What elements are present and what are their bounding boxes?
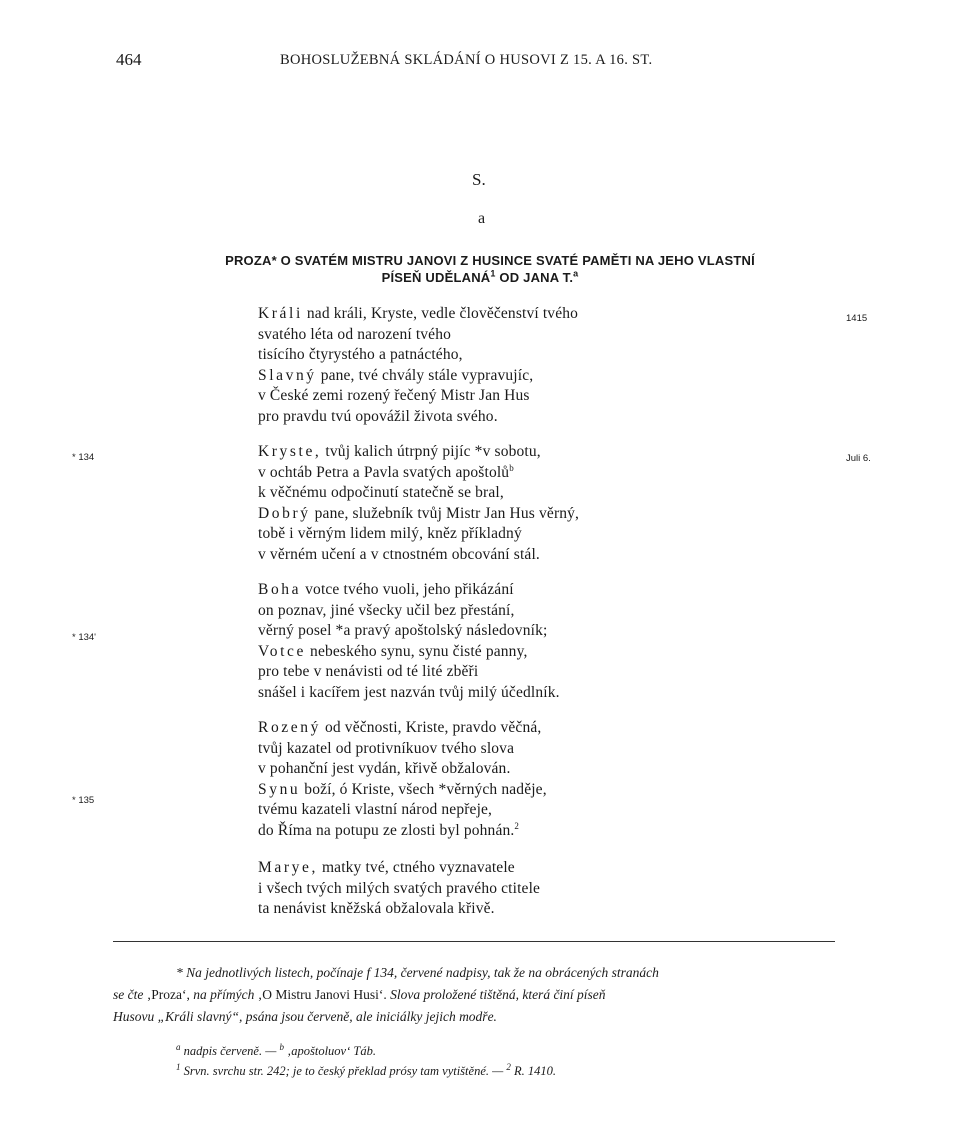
poem-line [258, 580, 560, 601]
footnote-main-line-2 [113, 984, 606, 1006]
line-text: v věrném učení a v ctnostném obcování stál. [258, 545, 540, 563]
poem-line [258, 621, 560, 642]
fn-part-d: ‚O Mistru Janovi Husi‘. [257, 987, 387, 1002]
poem-line [258, 504, 579, 525]
spaced-word: Králi [258, 305, 303, 322]
poem-line [258, 821, 547, 842]
fn-part-e: Slova proložené tištěná, která činí píseň [386, 987, 606, 1002]
footnote-main-line-1: * Na jednotlivých listech, počínaje f 134, červené nadpisy, tak že na obrácených stranách [176, 965, 659, 980]
line-text: pro tebe v nenávisti od té lité zběři [258, 663, 479, 681]
poem-line [258, 662, 560, 683]
poem-line [258, 800, 547, 821]
line-text: k věčnému odpočinutí statečně se bral, [258, 484, 504, 502]
stanza [258, 304, 578, 428]
poem-line [258, 858, 540, 879]
margin-folio-134v: * 134' [72, 632, 97, 643]
line-text: nad králi, Kryste, vedle člověčenství tvého [302, 305, 579, 322]
note-2-text: R. 1410. [510, 1064, 556, 1078]
note-b-text: ‚apoštoluov‘ Táb. [283, 1044, 376, 1058]
poem-line [258, 718, 547, 739]
heading-footnote-mark: 1 [490, 268, 496, 279]
poem-line [258, 345, 578, 366]
poem-line [258, 739, 547, 760]
line-text: matky tvé, ctného vyznavatele [317, 859, 515, 876]
fn-part-c: na přímých [189, 987, 258, 1002]
spaced-word: Rozený [258, 719, 321, 736]
line-text: pro pravdu tvú opovážil života svého. [258, 407, 498, 425]
line-text: tvůj kalich útrpný pijíc *v sobotu, [321, 443, 541, 460]
stanza [258, 858, 540, 920]
line-text: věrný posel *a pravý apoštolský následovník; [258, 622, 548, 640]
stanza [258, 580, 560, 704]
footnote-ab [176, 1041, 376, 1059]
spaced-word: Slavný [258, 366, 317, 384]
poem-line [258, 304, 578, 325]
spaced-word: Marye, [258, 859, 318, 876]
poem-line [258, 642, 560, 663]
poem-line [258, 483, 579, 504]
spaced-word: Synu [258, 780, 301, 798]
heading-note-mark: a [573, 268, 579, 279]
note-1-text: Srvn. svrchu str. 242; je to český překlad prósy tam vytištěné. — [180, 1064, 507, 1078]
line-text: boží, ó Kriste, všech *věrných naděje, [300, 780, 547, 798]
line-text: tobě i věrným lidem milý, kněz příkladný [258, 525, 522, 543]
line-text: do Říma na potupu ze zlosti byl pohnán. [258, 821, 515, 839]
section-letter: S. [472, 170, 486, 189]
page-number: 464 [116, 50, 142, 69]
fn-part-a: se čte [113, 987, 147, 1002]
line-text: v České zemi rozený řečený Mistr Jan Hus [258, 387, 530, 405]
note-a-text: nadpis červeně. — [180, 1044, 280, 1058]
fn-part-b: ‚Proza‘, [146, 987, 190, 1002]
poem-line [258, 463, 579, 484]
line-text: nebeského synu, synu čisté panny, [306, 642, 528, 660]
note-b-mark: b [279, 1041, 284, 1052]
spaced-word: Votce [258, 642, 307, 660]
poem-line [258, 524, 579, 545]
poem-line [258, 442, 579, 463]
heading-line-1: PROZA* O SVATÉM MISTRU JANOVI Z HUSINCE SVATÉ PAMĚTI NA JEHO VLASTNÍ [225, 253, 755, 268]
heading-line-2-end: OD JANA T. [495, 270, 574, 285]
line-text: pane, služebník tvůj Mistr Jan Hus věrný, [310, 504, 580, 522]
poem-line [258, 545, 579, 566]
footnote-12 [176, 1061, 556, 1079]
poem-line [258, 407, 578, 428]
poem-line [258, 386, 578, 407]
line-text: od věčnosti, Kriste, pravdo věčná, [320, 719, 542, 736]
line-text: svatého léta od narození tvého [258, 325, 452, 343]
line-text: on poznav, jiné všecky učil bez přestání, [258, 601, 515, 619]
margin-folio-134: * 134 [72, 452, 95, 463]
note-2-mark: 2 [506, 1061, 511, 1072]
line-text: i všech tvých milých svatých pravého ctitele [258, 879, 541, 897]
poem-line [258, 601, 560, 622]
line-text: snášel i kacířem jest nazván tvůj milý účedlník. [258, 683, 560, 701]
heading-line-2 [0, 269, 960, 286]
note-1-mark: 1 [176, 1061, 181, 1072]
stanza [258, 718, 547, 842]
margin-folio-135: * 135 [72, 795, 95, 806]
line-text: tvůj kazatel od protivníkuov tvého slova [258, 739, 515, 757]
line-text: tvému kazateli vlastní národ nepřeje, [258, 801, 493, 819]
heading-line-2-text: PÍSEŇ UDĚLANÁ [381, 270, 491, 285]
sub-letter: a [478, 210, 486, 227]
line-text: v ochtáb Petra a Pavla svatých apoštolů [258, 463, 510, 481]
line-text: votce tvého vuoli, jeho přikázání [301, 581, 514, 598]
line-text: v pohanční jest vydán, křivě obžalován. [258, 760, 511, 778]
footnote-main-line-3: Husovu „Králi slavný“, psána jsou červeně, ale iniciálky jejich modře. [113, 1009, 497, 1024]
margin-year: 1415 [846, 313, 868, 324]
spaced-word: Dobrý [258, 504, 311, 522]
note-a-mark: a [176, 1041, 181, 1052]
margin-date: Juli 6. [846, 453, 871, 464]
line-text: pane, tvé chvály stále vypravujíc, [316, 366, 534, 384]
line-footnote-mark: 2 [514, 820, 520, 831]
line-text: ta nenávist kněžská obžalovala křivě. [258, 900, 495, 918]
poem-line [258, 325, 578, 346]
line-text: tisícího čtyrystého a patnáctého, [258, 346, 463, 364]
poem-line [258, 879, 540, 900]
poem-line [258, 366, 578, 387]
footnote-divider [113, 941, 835, 942]
spaced-word: Kryste, [258, 443, 322, 460]
poem-line [258, 780, 547, 801]
poem-line [258, 683, 560, 704]
running-title: BOHOSLUŽEBNÁ SKLÁDÁNÍ O HUSOVI Z 15. A 16. ST. [280, 52, 653, 68]
stanza [258, 442, 579, 566]
poem-line [258, 899, 540, 920]
line-footnote-mark: b [509, 462, 514, 473]
spaced-word: Boha [258, 581, 302, 598]
poem-line [258, 759, 547, 780]
